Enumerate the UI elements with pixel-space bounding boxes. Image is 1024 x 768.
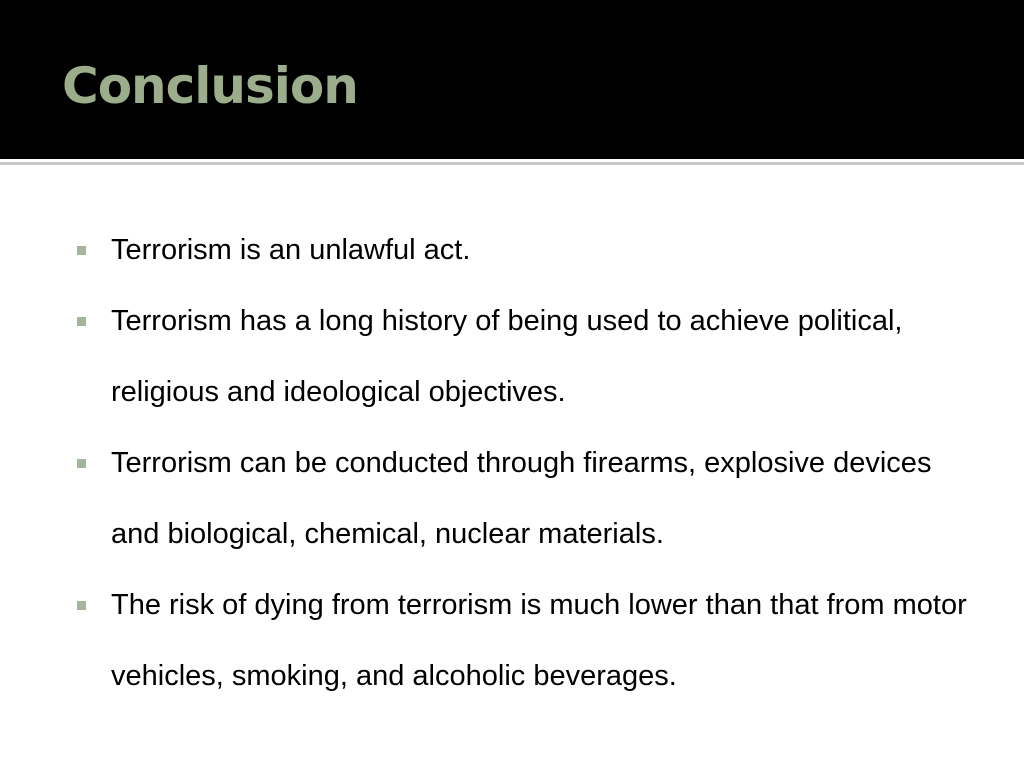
square-bullet-icon: [77, 246, 86, 255]
bullet-text: Terrorism can be conducted through firearms, explosive devices and biological, chemical, nuclear materials.: [111, 447, 932, 550]
square-bullet-icon: [77, 317, 86, 326]
bullet-text: Terrorism is an unlawful act.: [111, 234, 471, 266]
square-bullet-icon: [77, 601, 86, 610]
bullet-item: [0, 215, 1024, 286]
slide-title: Conclusion: [62, 57, 358, 115]
bullet-text: Terrorism has a long history of being used to achieve political, religious and ideological objectives.: [111, 305, 903, 408]
square-bullet-icon: [77, 459, 86, 468]
bullet-text: The risk of dying from terrorism is much lower than that from motor vehicles, smoking, and alcoholic beverages.: [111, 589, 967, 692]
bullet-item: [0, 428, 1024, 570]
title-divider: [0, 162, 1024, 165]
bullet-item: [0, 286, 1024, 428]
bullet-item: [0, 570, 1024, 712]
bullet-list: [0, 215, 1024, 712]
